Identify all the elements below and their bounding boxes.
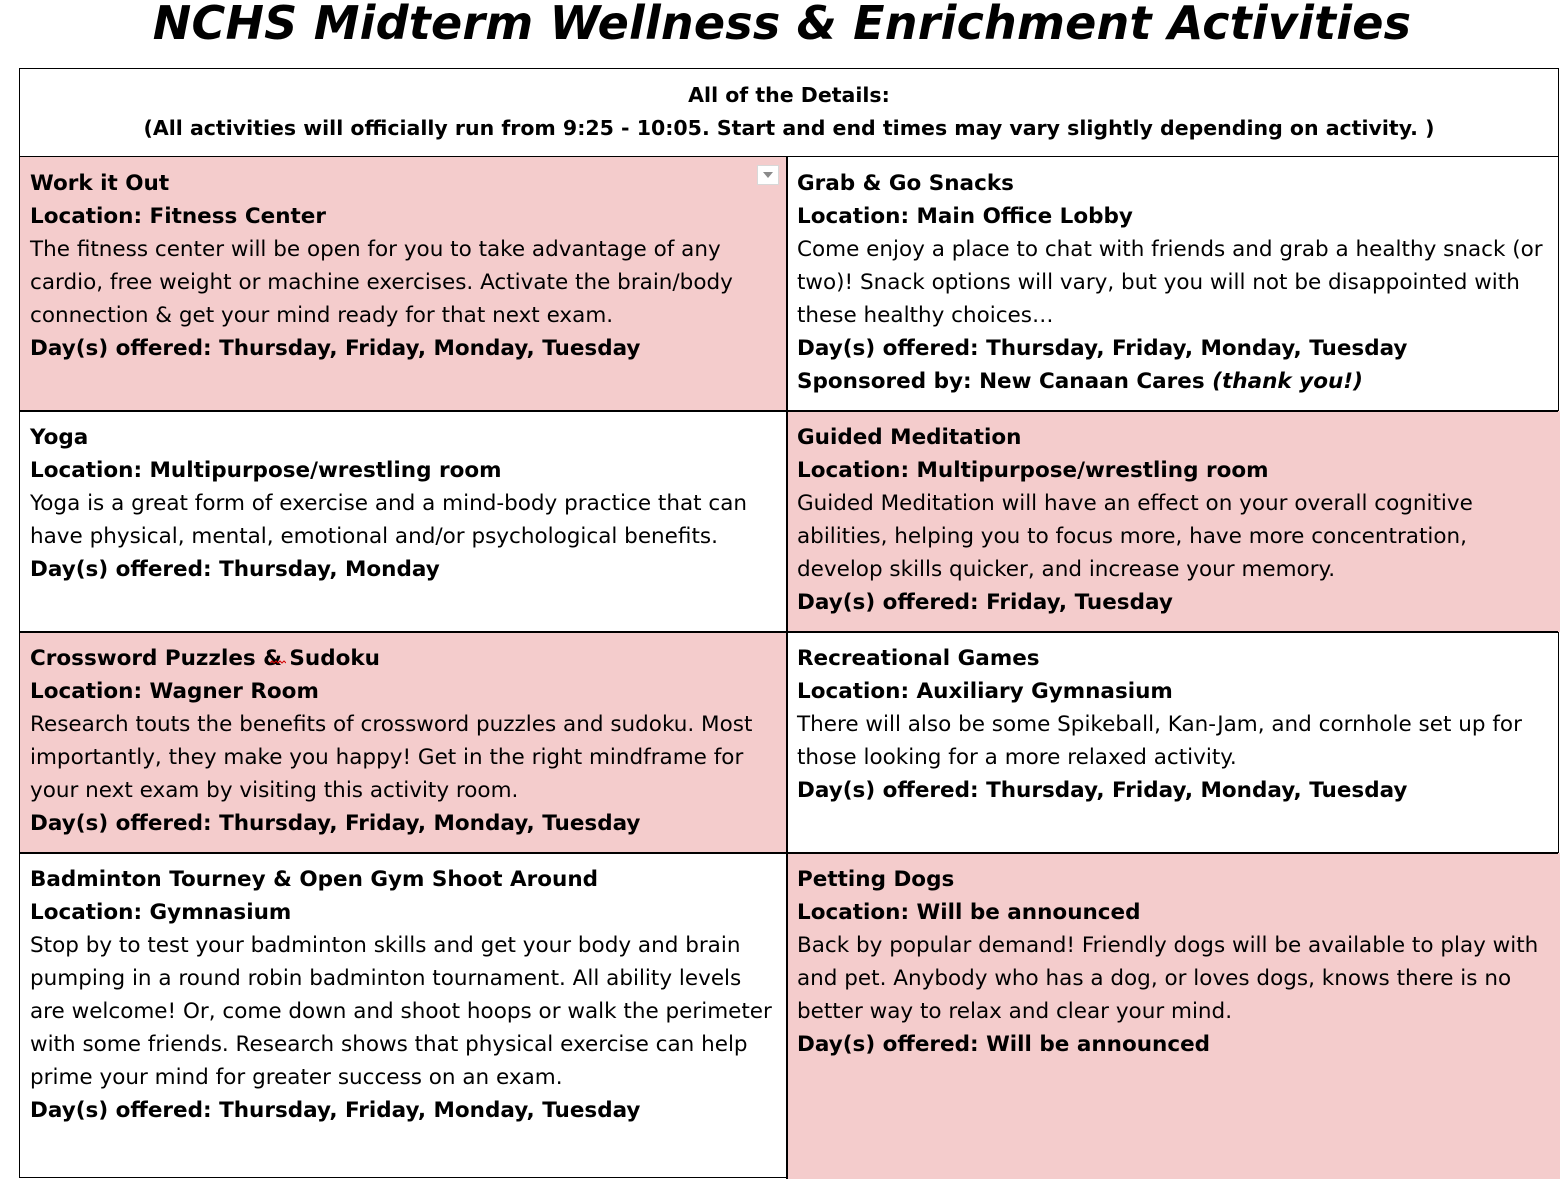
activity-description: The fitness center will be open for you to take advantage of any cardio, free weight or machine exercises. Activate the brain/body connection & get your mind ready for that next exam. xyxy=(30,237,733,328)
activity-cell-petting-dogs[interactable] xyxy=(787,853,1560,1179)
activity-days: Day(s) offered: Friday, Tuesday xyxy=(797,590,1173,615)
activity-days: Day(s) offered: Will be announced xyxy=(797,1032,1211,1057)
activity-description: Back by popular demand! Friendly dogs will be available to play with and pet. Anybody who has a dog, or loves dogs, knows there is no better way to relax and clear your mind. xyxy=(797,933,1539,1024)
activity-location: Location: Will be announced xyxy=(797,900,1141,925)
activity-title: Work it Out xyxy=(30,171,170,196)
activity-title: Yoga xyxy=(30,425,89,450)
activity-cell-guided-meditation[interactable] xyxy=(787,411,1560,632)
activity-cell-yoga[interactable] xyxy=(20,411,786,632)
activity-days: Day(s) offered: Thursday, Friday, Monday, Tuesday xyxy=(30,1098,641,1123)
activity-days: Day(s) offered: Thursday, Monday xyxy=(30,557,440,582)
activity-location: Location: Main Office Lobby xyxy=(797,204,1133,229)
sponsor-thanks: (thank you!) xyxy=(1212,369,1363,394)
column-divider xyxy=(786,157,788,1179)
activity-description: Come enjoy a place to chat with friends and grab a healthy snack (or two)! Snack options will vary, but you will not be disappointed with these healthy choices… xyxy=(797,237,1543,328)
row-divider xyxy=(20,410,1558,412)
details-heading: All of the Details: xyxy=(688,83,890,107)
activity-days: Day(s) offered: Thursday, Friday, Monday, Tuesday xyxy=(30,811,641,836)
activity-title: Grab & Go Snacks xyxy=(797,171,1014,196)
activity-description: Yoga is a great form of exercise and a mind-body practice that can have physical, mental, emotional and/or psychological benefits. xyxy=(30,491,748,549)
activity-location: Location: Multipurpose/wrestling room xyxy=(797,458,1269,483)
details-note: (All activities will officially run from 9:25 - 10:05. Start and end times may vary slightly depending on activity. ) xyxy=(143,116,1435,140)
activity-location: Location: Fitness Center xyxy=(30,204,326,229)
activity-description: Guided Meditation will have an effect on your overall cognitive abilities, helping you to focus more, have more concentration, develop skills quicker, and increase your memory. xyxy=(797,491,1473,582)
activity-location: Location: Multipurpose/wrestling room xyxy=(30,458,502,483)
activity-cell-recreational-games[interactable] xyxy=(787,632,1560,853)
activity-sponsor xyxy=(797,365,1560,398)
activity-title: Guided Meditation xyxy=(797,425,1022,450)
activity-location: Location: Gymnasium xyxy=(30,900,292,925)
activity-cell-work-it-out[interactable] xyxy=(20,157,786,411)
activity-description: There will also be some Spikeball, Kan-Jam, and cornhole set up for those looking for a more relaxed activity. xyxy=(797,712,1522,770)
details-header xyxy=(20,69,1558,157)
activity-days: Day(s) offered: Thursday, Friday, Monday, Tuesday xyxy=(797,336,1408,361)
spellcheck-underline-icon xyxy=(270,660,286,664)
activity-title: Badminton Tourney & Open Gym Shoot Around xyxy=(30,867,599,892)
activity-days: Day(s) offered: Thursday, Friday, Monday, Tuesday xyxy=(30,336,641,361)
activity-days: Day(s) offered: Thursday, Friday, Monday, Tuesday xyxy=(797,778,1408,803)
activity-cell-grab-go-snacks[interactable] xyxy=(787,157,1560,411)
activity-title: Petting Dogs xyxy=(797,867,955,892)
activity-location: Location: Auxiliary Gymnasium xyxy=(797,679,1173,704)
activity-title: Recreational Games xyxy=(797,646,1040,671)
sponsor-name: Sponsored by: New Canaan Cares xyxy=(797,369,1205,394)
activity-location: Location: Wagner Room xyxy=(30,679,319,704)
activity-cell-crossword-sudoku[interactable] xyxy=(20,632,786,853)
dropdown-arrow-icon[interactable] xyxy=(757,165,779,185)
activities-table xyxy=(19,68,1559,1178)
activity-description: Stop by to test your badminton skills and get your body and brain pumping in a round robin badminton tournament. All ability levels are welcome! Or, come down and shoot hoops or walk the perimeter with some friends. Research shows that physical exercise can help prime your mind for greater success on an exam. xyxy=(30,933,772,1090)
activity-cell-badminton-open-gym[interactable] xyxy=(20,853,786,1179)
row-divider xyxy=(20,852,1558,854)
activity-description: Research touts the benefits of crossword puzzles and sudoku. Most importantly, they make you happy! Get in the right mindframe for your next exam by visiting this activity room. xyxy=(30,712,753,803)
activity-title: Crossword Puzzles & Sudoku xyxy=(30,646,380,671)
row-divider xyxy=(20,631,1558,633)
page-title: NCHS Midterm Wellness & Enrichment Activities xyxy=(152,0,1412,50)
